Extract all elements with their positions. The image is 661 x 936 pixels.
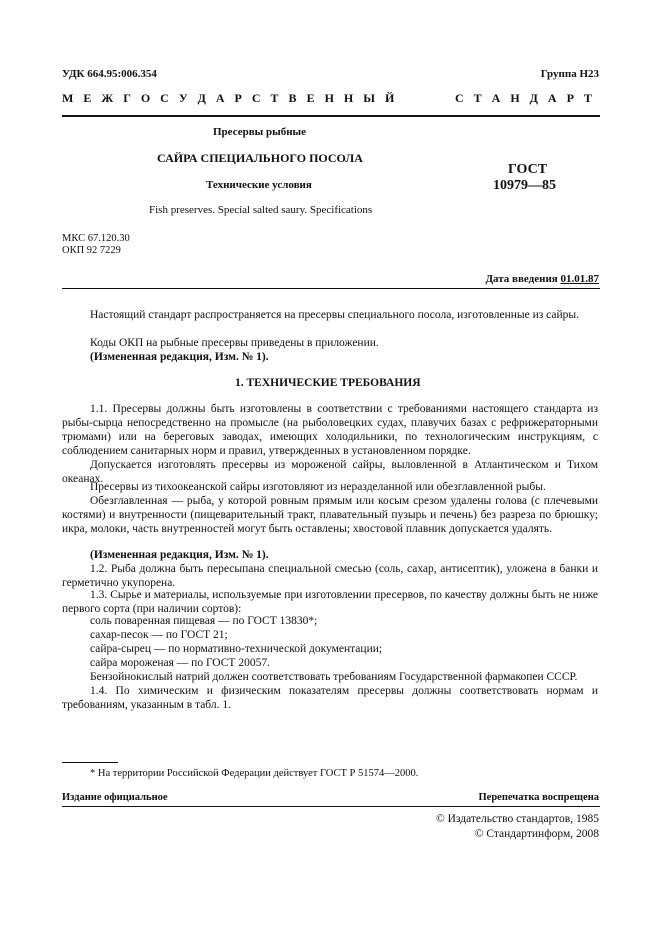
edition-label: Издание официальное (62, 792, 168, 803)
clause-1-3: 1.3. Сырье и материалы, используемые при изготовлении пресервов, по качеству должны быть не ниже первого сорта (при наличии сортов): (62, 589, 598, 615)
english-title: Fish preserves. Special salted saury. Specifications (149, 204, 373, 216)
list-item: сайра мороженая — по ГОСТ 20057. (90, 657, 270, 669)
intro-date-value: 01.01.87 (560, 273, 599, 285)
category-title: Пресервы рыбные (213, 126, 307, 138)
intro-okp: Коды ОКП на рыбные пресервы приведены в приложении. (90, 337, 379, 349)
clause-1-1: 1.1. Пресервы должны быть изготовлены в соответствии с требованиями настоящего стандарта из рыбы-сырца непосредственно на промысле (на рыболовецких судах, плавучих базах с рефрижераторными трюмами) или на береговых заводах, имеющих холодильники, по технологическим инструкциям, с соблюдением санитарных норм и правил, утвержденных в установленном порядке. (62, 403, 598, 457)
footnote: * На территории Российской Федерации действует ГОСТ Р 51574—2000. (90, 768, 419, 779)
intro-amend: (Измененная редакция, Изм. № 1). (90, 351, 269, 363)
section-heading: 1. ТЕХНИЧЕСКИЕ ТРЕБОВАНИЯ (235, 377, 421, 389)
gost-number: 10979—85 (493, 178, 556, 193)
banner-right: С Т А Н Д А Р Т (455, 91, 596, 105)
clause-1-1-c: Пресервы из тихоокеанской сайры изготовляют из неразделанной или обезглавленной рыбы. (90, 481, 546, 493)
banner-left: М Е Ж Г О С У Д А Р С Т В Е Н Н Ы Й (62, 91, 398, 105)
reprint-label: Перепечатка воспрещена (478, 792, 599, 803)
list-item: сайра-сырец — по нормативно-технической документации; (90, 643, 383, 655)
list-item: соль поваренная пищевая — по ГОСТ 13830*; (90, 615, 318, 627)
clause-amend: (Измененная редакция, Изм. № 1). (90, 549, 269, 561)
okp-code: ОКП 92 7229 (62, 245, 121, 256)
copyright-1985: © Издательство стандартов, 1985 (435, 813, 599, 825)
intro-date-label: Дата введения (485, 273, 558, 285)
copyright-2008: © Стандартинформ, 2008 (474, 828, 599, 840)
intro-scope: Настоящий стандарт распространяется на пресервы специального посола, изготовленные из сайры. (90, 309, 580, 321)
clause-1-1-d: Обезглавленная — рыба, у которой ровным прямым или косым срезом удалены голова (с плечевыми костями) и внутренности (пищеварительный тракт, плавательный пузырь и печень) без разреза по брюшку; икра, молоки, часть внутренностей могут быть оставлены; хвостовой плавник допускается удалять. (62, 495, 598, 535)
header-rule (62, 115, 600, 117)
clause-1-2: 1.2. Рыба должна быть пересыпана специальной смесью (соль, сахар, антисептик), уложена в банки и герметично укупорена. (62, 563, 598, 589)
gost-label: ГОСТ (508, 162, 548, 177)
clause-benzoate: Бензойнокислый натрий должен соответствовать требованиям Государственной фармакопеи СССР. (90, 671, 578, 683)
udk-code: УДК 664.95:006.354 (62, 68, 157, 80)
list-item: сахар-песок — по ГОСТ 21; (90, 629, 228, 641)
subtitle: Технические условия (206, 179, 312, 191)
footnote-rule (62, 762, 118, 763)
clause-1-1-b: Допускается изготовлять пресервы из мороженой сайры, выловленной в Атлантическом и Тихом океанах. (62, 459, 598, 485)
mks-code: МКС 67.120.30 (62, 233, 130, 244)
intro-date (485, 272, 599, 286)
footer-rule (62, 806, 600, 807)
group-code: Группа Н23 (540, 68, 599, 80)
date-rule (62, 288, 600, 289)
clause-1-4: 1.4. По химическим и физическим показателям пресервы должны соответствовать нормам и требованиям, указанным в табл. 1. (62, 685, 598, 711)
main-title: САЙРА СПЕЦИАЛЬНОГО ПОСОЛА (157, 151, 363, 165)
